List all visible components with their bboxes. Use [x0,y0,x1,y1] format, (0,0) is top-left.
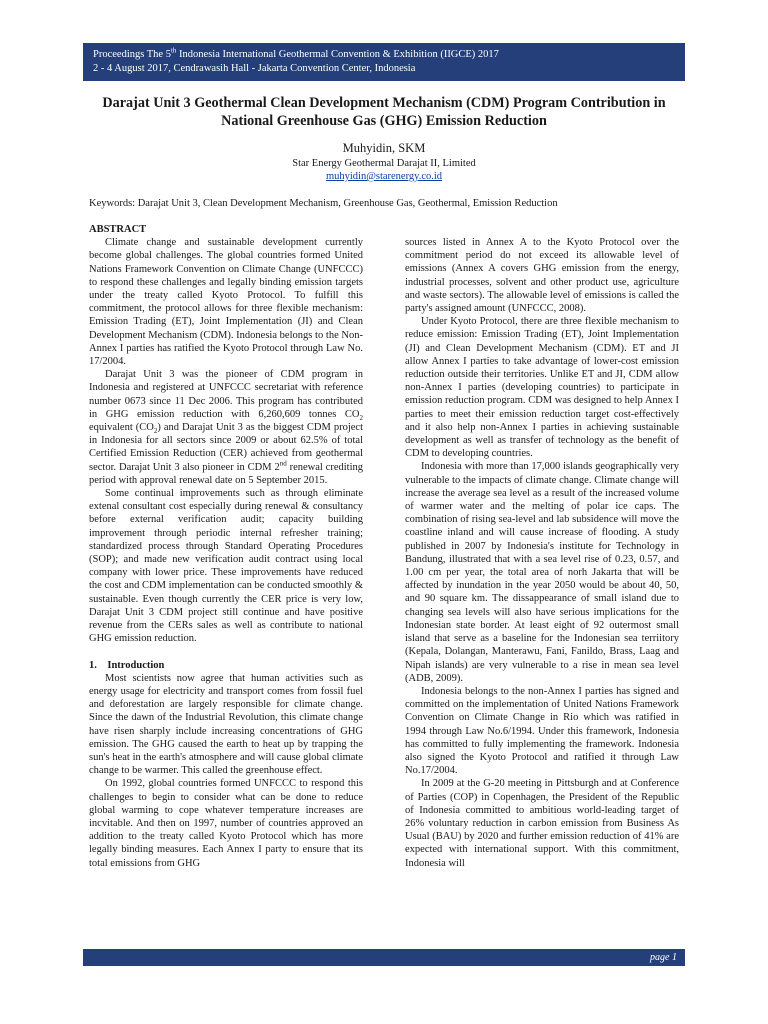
header-line-2: 2 - 4 August 2017, Cendrawasih Hall - Jakarta Convention Center, Indonesia [93,63,416,74]
keywords: Keywords: Darajat Unit 3, Clean Development Mechanism, Greenhouse Gas, Geothermal, Emission Reduction [89,198,558,209]
abstract-paragraph-1: Climate change and sustainable development currently become global challenges. The global countries formed United Nations Framework Convention on Climate Change (UNFCCC) to respond these challenges and legally binding emission targets under the treaty called Kyoto Protocol. To fulfill this commitment, the protocol allows for three flexible mechanism: Emission Trading (ET), Joint Implementation (JI) and Clean Development Mechanism (CDM). Indonesia belongs to the Non-Annex I parties has ratified the Kyoto Protocol through Law No. 17/2004. [89,237,363,368]
right-paragraph-3: Indonesia with more than 17,000 islands geographically very vulnerable to the impacts of climate change. Climate change will increase the average sea level as a result of the increased volume of warmer water and the melting of polar ice caps. The combination of rising sea-level and lab subsidence will move the coastline inland and will cause increase of flooding. A study published in 2007 by Indonesia's institute for Technology in Bandung, illustrated that with a sea level rise of 0.23, 0.57, and 1.00 cm per year, the total area of norh Jakarta that will be affected by inundation in the year 2050 would be about 40, 50, and 90 square km. The dissappearance of small island due to changing sea levels will also have serious implications for the Indonesian state border. At least eight of 92 outermost small island that serve as a baseline for the Indonesian sea terriitory (Kepala, Dolangan, Manterawu, Fani, Fanildo, Brass, Laag and Nipah islands) are very vulnerable to a rise in mean sea level (ADB, 2009). [405,461,679,684]
right-paragraph-2: Under Kyoto Protocol, there are three flexible mechanism to reduce emission: Emission Trading (ET), Joint Implementation (JI) and Clean Development Mechanism (CDM). ET and JI allow Annex I parties to take advantage of lower-cost emission reduction outside their territories. Unlike ET and JI, CDM allow non-Annex I parties (developing countries) to participate in emission reduction program. CDM was designed to help Annex I parties to meet their emission reduction target cost-effectively and it also help non-Annex I parties in achieving sustainable development as well as transfer of technology as the benefit of CDM to developing countries. [405,316,679,460]
header-line-1: Proceedings The 5th Indonesia International Geothermal Convention & Exhibition (IIGCE) 2017 [93,46,499,60]
intro-paragraph-2: On 1992, global countries formed UNFCCC to respond this challenges to begin to consider what can be done to reduce global warming to cope whatever temperature increases are incvitable. And then on 1997, number of countries approved an addition to the treaty called Kyoto Protocol which has more legally binding measures. Each Annex I party to ensure that its total emissions from GHG [89,778,363,869]
right-paragraph-1: sources listed in Annex A to the Kyoto Protocol over the commitment period do not exceed its allowable level of emissions (Annex A covers GHG emission from the energy, industrial processes, solvent and other product use, agriculture and waste sectors). The allowable level of emissions is called the party's assigned amount (UNFCCC, 2008). [405,237,679,315]
intro-paragraph-1: Most scientists now agree that human activities such as energy usage for electricity and transport comes from fossil fuel and deforestation are largely responsible for climate change. Since the dawn of the Industrial Revolution, this climate change have risen sharply include increasing concentrations of GHG emission. The GHG caused the earth to heat up by trapping the sun's heat in the earth's atmosphere and will cause global climate change to be warmer. This called the greenhouse effect. [89,672,363,777]
abstract-paragraph-2: Darajat Unit 3 was the pioneer of CDM program in Indonesia and registered at UNFCCC secretariat with reference number 0673 since 11 Dec 2006. This program has contributed in GHG emission reduction with 6,260,609 tonnes $CO_2$ equivalent $(CO_2)$ and Darajat Unit 3 as the biggest CDM project in Indonesia for all sectors since 2009 or about 62.5% of total Certified Emission Reduction (CER) achieved from geothermal sector. Darajat Unit 3 also pioneer in CDM 2nd renewal crediting period with approval renewal date on 5 September 2015. [89,369,364,486]
right-paragraph-5: In 2009 at the G-20 meeting in Pittsburgh and at Conference of Parties (COP) in Copenhagen, the President of the Republic of Indonesia committed to ambitious world-leading target of 26% voluntary reduction in carbon emission from Business As Usual (BAU) by 2020 and further emission reduction of 41% are expected with international support. With this commitment, Indonesia will [405,778,679,869]
author-email-link[interactable]: muhyidin@starenergy.co.id [325,171,443,182]
author-name: Muhyidin, SKM [342,141,426,155]
introduction-heading: 1. Introduction [89,659,165,671]
right-paragraph-4: Indonesia belongs to the non-Annex I parties has signed and committed on the implementation of United Nations Framework Convention on Climate Change in Rio which was ratified in 1994 through Law No.6/1994. Under this framework, Indonesia has committed to fully implementing the framework. Indonesia also signed the Kyoto Protocol and ratified it through Law No.17/2004. [405,685,679,777]
author-affiliation: Star Energy Geothermal Darajat II, Limited [292,158,476,169]
author-email-line [83,170,685,183]
right-column [405,236,679,870]
footer-bar [83,949,685,966]
paper-title: Darajat Unit 3 Geothermal Clean Development Mechanism (CDM) Program Contribution in National Greenhouse Gas (GHG) Emission Reduction [102,95,666,129]
proceedings-header-bar [83,43,685,81]
page-number: page 1 [650,952,677,963]
abstract-heading: ABSTRACT [89,224,147,235]
left-column [89,223,363,870]
abstract-paragraph-3: Some continual improvements such as through eliminate extenal consultant cost especially during renewal & consultancy before external verification audit; capacity building improvement through periodic internal refresher training; standardized process through Standard Operating Procedures (SOP); and made new verification audit contract using local company with lower price. These improvements have reduced the cost and CDM implementation can be conducted smoothly & sustainable. Even though currently the CER price is very low, Darajat Unit 3 CDM project still continue and have positive revenue from the CERs sales as well as contribute to national GHG emission reduction. [89,488,363,645]
